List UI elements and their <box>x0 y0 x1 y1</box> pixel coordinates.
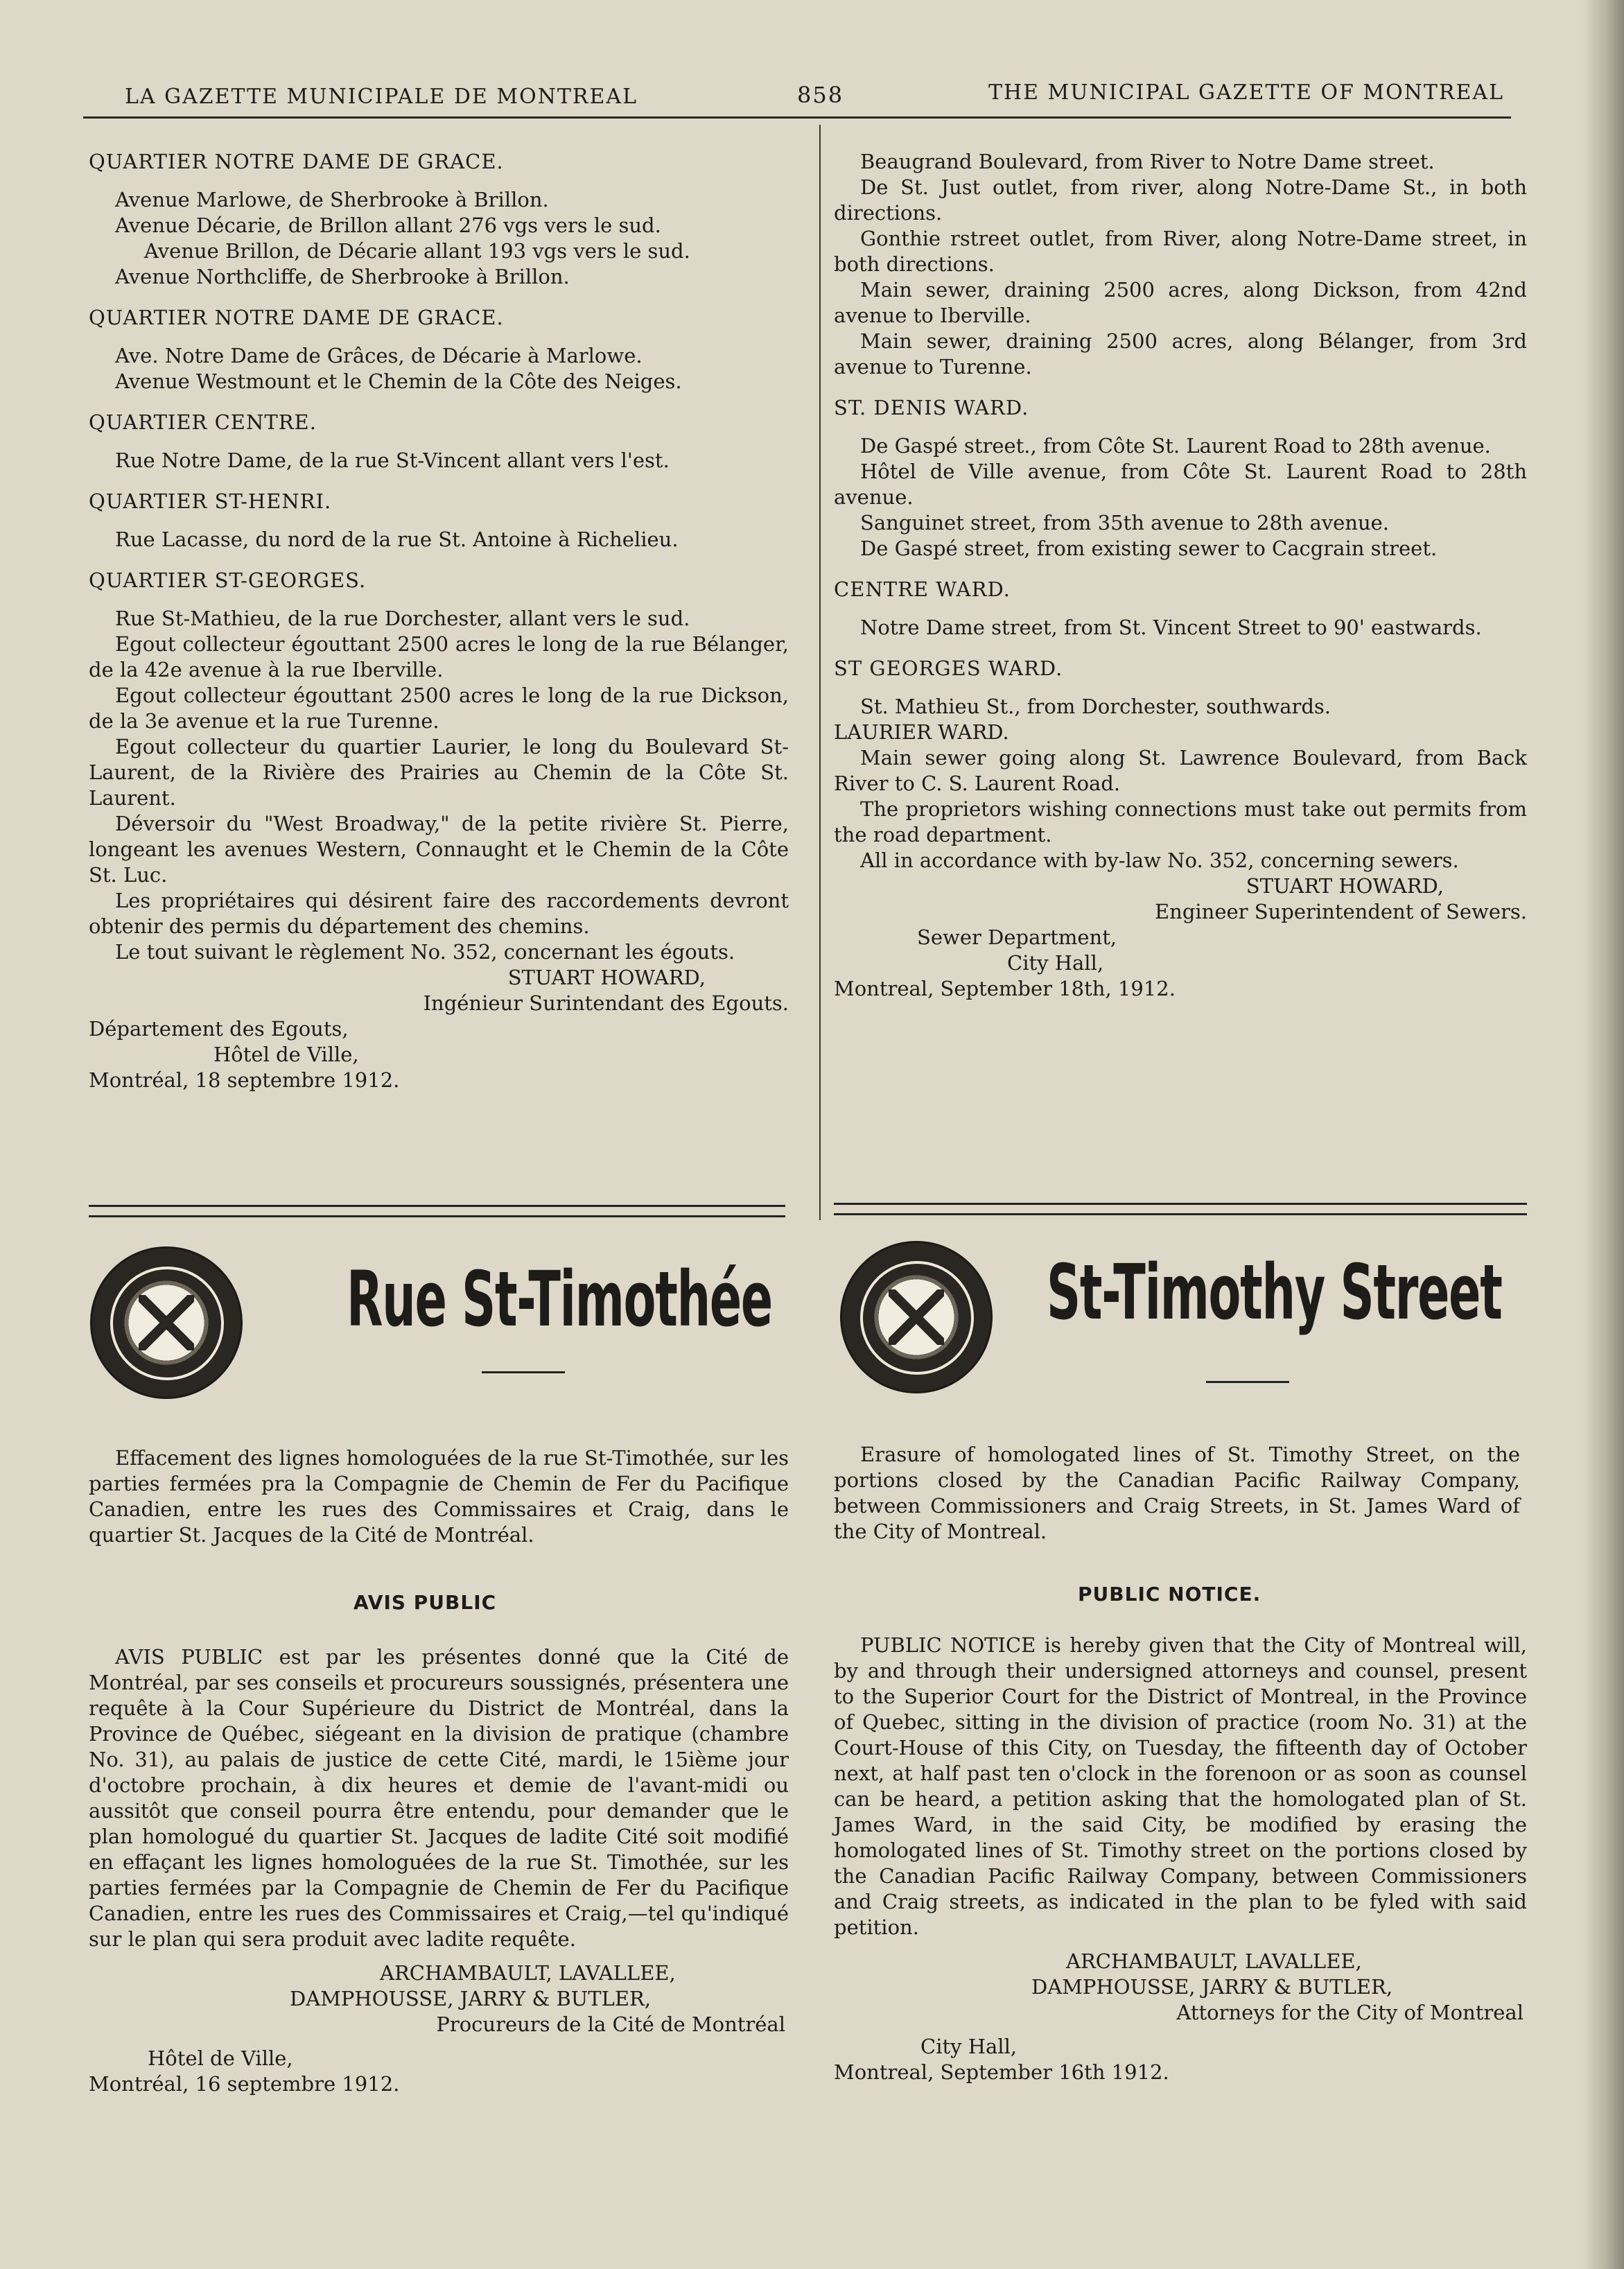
english-notice-body <box>834 1442 1520 1545</box>
list-item: Avenue Northcliffe, de Sherbrooke à Brillon. <box>115 265 570 288</box>
place-line: City Hall, <box>1007 951 1104 975</box>
french-notice-heading: AVIS PUBLIC <box>353 1591 497 1614</box>
section-heading: ST GEORGES WARD. <box>834 657 1063 680</box>
place-line: Département des Egouts, <box>89 1017 349 1041</box>
list-item: St. Mathieu St., from Dorchester, southwards. <box>860 695 1331 718</box>
section-heading: ST. DENIS WARD. <box>834 396 1029 419</box>
list-item: Déversoir du "West Broadway," de la petite rivière St. Pierre, longeant les avenues Western, Connaught et le Chemin de la Côte St. Luc. <box>89 812 789 887</box>
column-divider <box>819 125 821 1220</box>
notice-paragraph: AVIS PUBLIC est par les présentes donné que la Cité de Montréal, par ses conseils et procureurs soussignés, présentera une requête à la Cour Supérieure du District de Montréal, dans la Province de Québec, siégeant en la division de pratique (chambre No. 31), au palais de justice de cette Cité, mardi, le 15ième jour d'octobre prochain, à dix heures et demie de l'avant-midi ou aussitôt que conseil pourra être entendu, pour demander que le plan homologué du quartier St. Jacques de ladite Cité soit modifié en effaçant les lignes homologuées de la rue St. Timothée, sur les parties fermées par la Compagnie de Chemin de Fer du Pacifique Canadien, entre les rues des Commissaires et Craig,—tel qu'indiqué sur le plan qui sera produit avec ladite requête. <box>89 1645 789 1951</box>
signature-line: Procureurs de la Cité de Montréal <box>436 2012 785 2036</box>
list-item: Avenue Westmount et le Chemin de la Côte des Neiges. <box>115 370 682 393</box>
english-sewer-notice <box>834 149 1527 1002</box>
date-line: Montréal, 18 septembre 1912. <box>89 1068 400 1092</box>
place-line: Hôtel de Ville, <box>213 1043 359 1066</box>
list-item: Avenue Brillon, de Décarie allant 193 vgs vers le sud. <box>144 239 690 263</box>
section-heading: LAURIER WARD. <box>834 720 1009 744</box>
place-line: Sewer Department, <box>917 925 1117 949</box>
title-underline <box>482 1371 565 1373</box>
signature-line: DAMPHOUSSE, JARRY & BUTLER, <box>290 1987 652 2010</box>
list-item: Avenue Décarie, de Brillon allant 276 vgs vers le sud. <box>115 214 661 237</box>
section-heading: QUARTIER ST-HENRI. <box>89 489 332 513</box>
section-heading: QUARTIER ST-GEORGES. <box>89 568 367 592</box>
signature-name: STUART HOWARD, <box>1246 874 1444 898</box>
french-sewer-notice <box>89 149 789 1093</box>
french-notice-body <box>89 1445 789 1548</box>
section-heading: QUARTIER NOTRE DAME DE GRACE. <box>89 150 504 173</box>
list-item: Le tout suivant le règlement No. 352, concernant les égouts. <box>115 940 735 964</box>
notice-summary: Erasure of homologated lines of St. Timothy Street, on the portions closed by the Canadian Pacific Railway Company, between Commissioners and Craig Streets, in St. James Ward of the City of Montreal. <box>834 1443 1520 1543</box>
list-item: De Gaspé street, from existing sewer to Cacgrain street. <box>860 537 1438 560</box>
list-item: Rue St-Mathieu, de la rue Dorchester, allant vers le sud. <box>115 607 690 630</box>
spacer <box>834 1940 1527 1949</box>
signature-line: Attorneys for the City of Montreal <box>1176 2001 1523 2024</box>
section-heading: QUARTIER CENTRE. <box>89 410 317 434</box>
spacer <box>834 2026 1527 2034</box>
city-seal-right <box>840 1241 993 1393</box>
list-item: Egout collecteur du quartier Laurier, le long du Boulevard St-Laurent, de la Rivière des Prairies au Chemin de la Côte St. Laurent. <box>89 735 789 810</box>
page-edge-shadow <box>1582 0 1624 2269</box>
list-item: Main sewer going along St. Lawrence Boulevard, from Back River to C. S. Laurent Road. <box>834 746 1527 795</box>
list-item: Gonthie rstreet outlet, from River, along Notre-Dame street, in both directions. <box>834 227 1527 276</box>
place-line: City Hall, <box>920 2035 1018 2058</box>
signature-name: STUART HOWARD, <box>507 966 706 989</box>
header-rule <box>83 116 1511 119</box>
section-heading: QUARTIER NOTRE DAME DE GRACE. <box>89 306 504 329</box>
french-notice-text <box>89 1644 789 2097</box>
list-item: Main sewer, draining 2500 acres, along Bélanger, from 3rd avenue to Turenne. <box>834 329 1527 379</box>
spacer <box>89 1952 789 1961</box>
date-line: Montreal, September 16th 1912. <box>834 2060 1169 2084</box>
section-rule-right <box>834 1203 1527 1215</box>
list-item: All in accordance with by-law No. 352, concerning sewers. <box>860 849 1459 872</box>
english-notice-heading: PUBLIC NOTICE. <box>1078 1583 1261 1606</box>
seal-cross <box>889 1289 944 1345</box>
city-seal-left <box>90 1246 243 1399</box>
list-item: Notre Dame street, from St. Vincent Street to 90' eastwards. <box>860 616 1482 639</box>
french-notice-title: Rue St-Timothée <box>347 1255 772 1344</box>
date-line: Montréal, 16 septembre 1912. <box>89 2072 400 2096</box>
list-item: Rue Notre Dame, de la rue St-Vincent allant vers l'est. <box>115 449 670 472</box>
notice-paragraph: PUBLIC NOTICE is hereby given that the City of Montreal will, by and through their undersigned attorneys and counsel, present to the Superior Court for the District of Montreal, in the Province of Quebec, sitting in the division of practice (room No. 31) at the Court-House of this City, on Tuesday, the fifteenth day of October next, at half past ten o'clock in the forenoon or as soon as counsel can be heard, a petition asking that the homologated plan of St. James Ward, in the said City, be modified by erasing the homologated lines of St. Timothy street on the portions closed by the Canadian Pacific Railway Company, between Commissioners and Craig streets, as indicated in the plan to be fyled with said petition. <box>834 1633 1527 1939</box>
list-item: Hôtel de Ville avenue, from Côte St. Laurent Road to 28th avenue. <box>834 460 1527 509</box>
seal-cross <box>139 1295 194 1350</box>
header-english-title: THE MUNICIPAL GAZETTE OF MONTREAL <box>988 80 1504 105</box>
list-item: De Gaspé street., from Côte St. Laurent Road to 28th avenue. <box>860 434 1491 458</box>
list-item: Les propriétaires qui désirent faire des raccordements devront obtenir des permis du département des chemins. <box>89 889 789 938</box>
english-notice-text <box>834 1633 1527 2085</box>
title-underline <box>1206 1381 1289 1383</box>
signature-line: ARCHAMBAULT, LAVALLEE, <box>1066 1949 1362 1973</box>
running-header <box>125 78 1504 114</box>
english-notice-title: St-Timothy Street <box>1047 1248 1502 1337</box>
list-item: Beaugrand Boulevard, from River to Notre Dame street. <box>860 150 1435 173</box>
place-line: Hôtel de Ville, <box>148 2046 293 2070</box>
list-item: Avenue Marlowe, de Sherbrooke à Brillon. <box>115 188 549 211</box>
header-french-title: LA GAZETTE MUNICIPALE DE MONTREAL <box>125 85 638 109</box>
section-heading: CENTRE WARD. <box>834 577 1011 601</box>
list-item: De St. Just outlet, from river, along Notre-Dame St., in both directions. <box>834 175 1527 225</box>
list-item: The proprietors wishing connections must take out permits from the road department. <box>834 797 1527 846</box>
list-item: Egout collecteur égouttant 2500 acres le long de la rue Dickson, de la 3e avenue et la rue Turenne. <box>89 684 789 733</box>
page-number: 858 <box>797 82 844 108</box>
list-item: Main sewer, draining 2500 acres, along Dickson, from 42nd avenue to Iberville. <box>834 278 1527 327</box>
date-line: Montreal, September 18th, 1912. <box>834 977 1176 1000</box>
list-item: Ave. Notre Dame de Grâces, de Décarie à Marlowe. <box>115 344 643 367</box>
section-rule-left <box>89 1205 785 1217</box>
list-item: Egout collecteur égouttant 2500 acres le long de la rue Bélanger, de la 42e avenue à la rue Iberville. <box>89 632 789 681</box>
list-item: Sanguinet street, from 35th avenue to 28th avenue. <box>860 511 1390 534</box>
signature-line: DAMPHOUSSE, JARRY & BUTLER, <box>1031 1975 1393 1999</box>
notice-summary: Effacement des lignes homologuées de la rue St-Timothée, sur les parties fermées pra la Compagnie de Chemin de Fer du Pacifique Canadien, entre les rues des Commissaires et Craig, dans le quartier St. Jacques de la Cité de Montréal. <box>89 1446 789 1547</box>
signature-title: Engineer Superintendent of Sewers. <box>1154 900 1527 923</box>
list-item: Rue Lacasse, du nord de la rue St. Antoine à Richelieu. <box>115 528 679 551</box>
signature-line: ARCHAMBAULT, LAVALLEE, <box>380 1961 676 1985</box>
signature-title: Ingénieur Surintendant des Egouts. <box>423 991 789 1015</box>
spacer <box>89 2037 789 2046</box>
